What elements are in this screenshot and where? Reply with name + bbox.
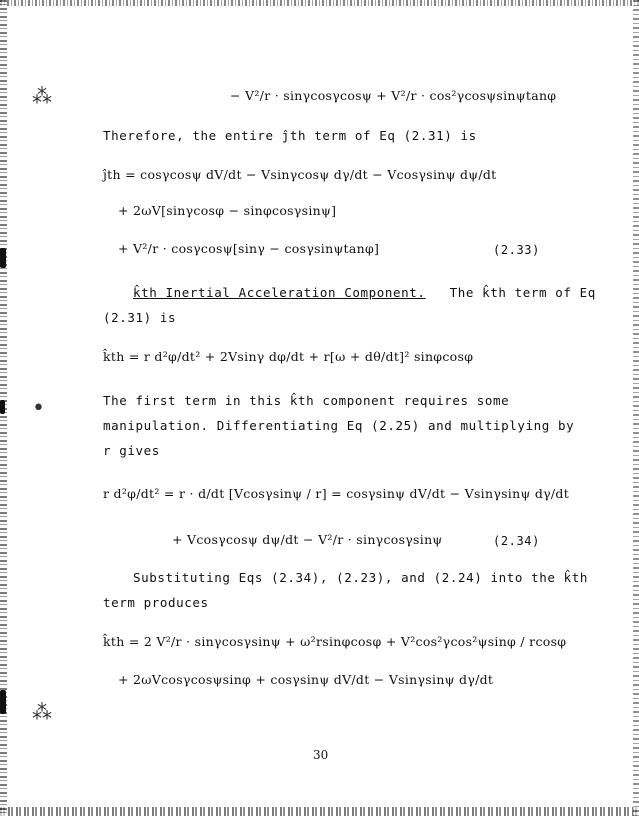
binding-hole-mark-icon: ⁂ <box>32 84 52 108</box>
equation-final-line1: k̂th = 2 V²/r · sinγcosγsinψ + ω²rsinφcosφ + V²cos²γcos²ψsinφ / rcosφ <box>103 634 567 649</box>
kth-intro-line2: (2.31) is <box>103 310 177 325</box>
equation-derivative-line1: r d²φ/dt² = r · d/dt [Vcosγsinψ / r] = cosγsinψ dV/dt − Vsinγsinψ dγ/dt <box>103 486 570 501</box>
equation-final-line2: + 2ωVcosγcosψsinφ + cosγsinψ dV/dt − Vsinγsinψ dγ/dt <box>118 672 494 687</box>
equation-top-line: − V²/r · sinγcosγcosψ + V²/r · cos²γcosψsinψtanφ <box>230 88 557 103</box>
first-term-line1: The first term in this k̂th component requires some <box>103 393 510 408</box>
binding-hole-dot-icon: • <box>32 396 45 421</box>
equation-jth-line3: + V²/r · cosγcosψ[sinγ − cosγsinψtanφ] <box>118 241 380 256</box>
equation-derivative-line2: + Vcosγcosψ dψ/dt − V²/r · sinγcosγsinψ <box>172 532 443 547</box>
equation-jth-line1: ĵth = cosγcosψ dV/dt − Vsinγcosψ dγ/dt − Vcosγsinψ dψ/dt <box>103 167 497 182</box>
first-term-line3: r gives <box>103 443 160 458</box>
scan-blot <box>0 690 6 714</box>
scan-edge-top <box>0 0 639 6</box>
binding-hole-mark-icon: ⁂ <box>32 700 52 724</box>
equation-kth: k̂th = r d²φ/dt² + 2Vsinγ dφ/dt + r[ω + dθ/dt]² sinφcosφ <box>103 349 474 364</box>
substituting-line1: Substituting Eqs (2.34), (2.23), and (2.24) into the k̂th <box>133 570 589 585</box>
equation-number-2-34: (2.34) <box>493 534 540 548</box>
page-number: 30 <box>313 748 329 762</box>
therefore-text: Therefore, the entire ĵth term of Eq (2.31) is <box>103 128 477 143</box>
scan-blot <box>0 248 6 268</box>
equation-number-2-33: (2.33) <box>493 243 540 257</box>
first-term-line2: manipulation. Differentiating Eq (2.25) and multiplying by <box>103 418 575 433</box>
scan-blot <box>0 400 5 414</box>
kth-section-heading: k̂th Inertial Acceleration Component. <box>133 285 426 300</box>
scan-edge-bottom <box>0 807 639 816</box>
equation-jth-line2: + 2ωV[sinγcosφ − sinφcosγsinψ] <box>118 203 337 218</box>
kth-heading-line <box>133 285 596 301</box>
substituting-line2: term produces <box>103 595 209 610</box>
scan-edge-right <box>633 0 639 816</box>
kth-intro-text: The k̂th term of Eq <box>449 285 596 300</box>
